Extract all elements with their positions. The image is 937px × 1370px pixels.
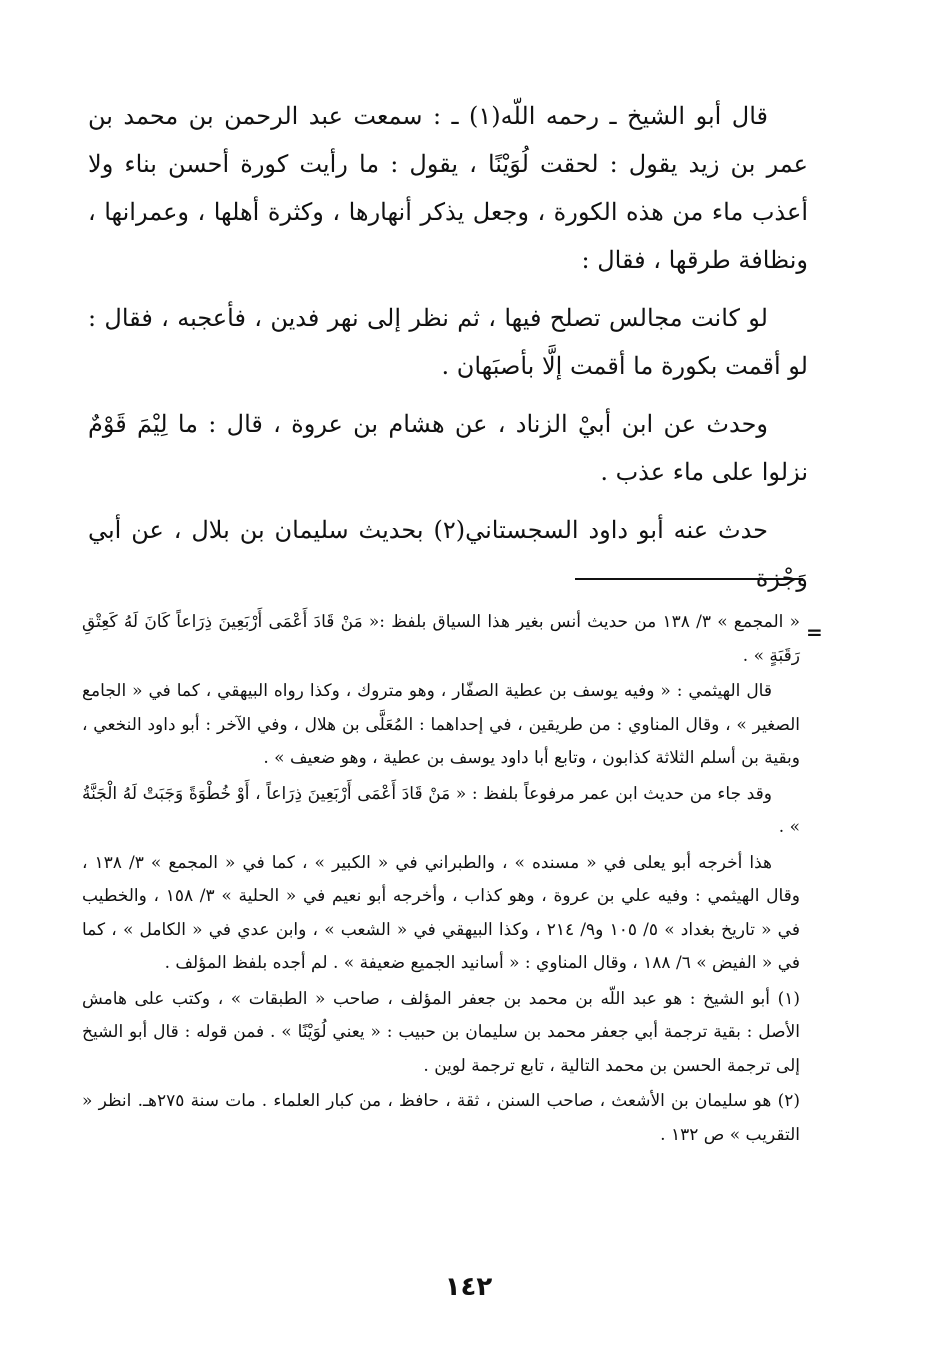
footnote-paragraph-ibn-umar: وقد جاء من حديث ابن عمر مرفوعاً بلفظ : « مَنْ قَادَ أَعْمَى أَرْبَعِينَ ذِرَاعاً ، أَوْ خُطْوَةً وَجَبَتْ لَهُ الْجَنَّةُ » .: [82, 783, 800, 837]
footnote-paragraph-takhrij: هذا أخرجه أبو يعلى في « مسنده » ، والطبراني في « الكبير » ، كما في « المجمع » ٣/ ١٣٨ ، وقال الهيثمي : وفيه علي بن عروة ، وهو كذاب ، وأخرجه أبو نعيم في « الحلية » ٣/ ١٥٨ ، والخطيب في « تاريخ بغداد » ٥/ ١٠٥ و٩/ ٢١٤ ، وكذا البيهقي في « الشعب » ، وابن عدي في « الكامل » ، كما في « الفيض » ٦/ ١٨٨ ، وقال المناوي : « أسانيد الجميع ضعيفة » . لم أجده بلفظ المؤلف .: [82, 852, 800, 973]
main-paragraph-2: لو كانت مجالس تصلح فيها ، ثم نظر إلى نهر فدين ، فأعجبه ، فقال : لو أقمت بكورة ما أقمت إلَّا بأصبَهان .: [88, 304, 808, 380]
main-paragraph-3: وحدث عن ابن أبيْ الزناد ، عن هشام بن عروة ، قال : ما لِيْمَ قَوْمٌ نزلوا على ماء عذب .: [88, 410, 808, 486]
footnote-continued: « المجمع » ٣/ ١٣٨ من حديث أنس بغير هذا السياق بلفظ :« مَنْ قَادَ أَعْمَى أَرْبَعِينَ ذِرَاعاً كَانَ لَهُ كَعِتْقِ رَقَبَةٍ » .: [82, 612, 801, 666]
main-paragraph-4: حدث عنه أبو داود السجستاني(٢) بحديث سليمان بن بلال ، عن أبي وَجْزة: [88, 516, 808, 592]
footnote-separator: [575, 578, 803, 580]
footnote-continuation-mark: =: [806, 620, 823, 644]
page-number: ١٤٢: [444, 1272, 493, 1302]
footnotes: [82, 606, 800, 1154]
main-paragraph-1: قال أبو الشيخ ـ رحمه اللّه(١) ـ : سمعت عبد الرحمن بن محمد بن عمر بن زيد يقول : لحقت لُوَيْنًا ، يقول : ما رأيت كورة أحسن بناء ولا أعذب ماء من هذه الكورة ، وجعل يذكر أنهارها ، وكثرة أهلها ، وعمرانها ، ونظافة طرقها ، فقال :: [88, 102, 809, 274]
main-text: [88, 92, 808, 612]
footnote-paragraph-haythami: قال الهيثمي : « وفيه يوسف بن عطية الصفّار ، وهو متروك ، وكذا رواه البيهقي ، كما في « الجامع الصغير » ، وقال المناوي : من طريقين ، في إحداهما : المُعَلَّى بن هلال ، وفي الآخر : أبو داود النخعي ، وبقية بن أسلم الثلاثة كذابون ، وتابع أبا داود يوسف بن عطية ، وهو ضعيف » .: [82, 681, 800, 768]
footnote-1: (١) أبو الشيخ : هو عبد اللّه بن محمد بن جعفر المؤلف ، صاحب « الطبقات » ، وكتب على هامش الأصل : بقية ترجمة أبي جعفر محمد بن سليمان بن حبيب : « يعني لُوَيْنًا » . فمن قوله : قال أبو الشيخ إلى ترجمة الحسن بن محمد التالية ، تابع ترجمة لوين .: [82, 988, 800, 1076]
footnote-2: (٢) هو سليمان بن الأشعث ، صاحب السنن ، ثقة ، حافظ ، من كبار العلماء . مات سنة ٢٧٥هـ. انظر « التقريب » ص ١٣٢ .: [82, 1091, 801, 1145]
